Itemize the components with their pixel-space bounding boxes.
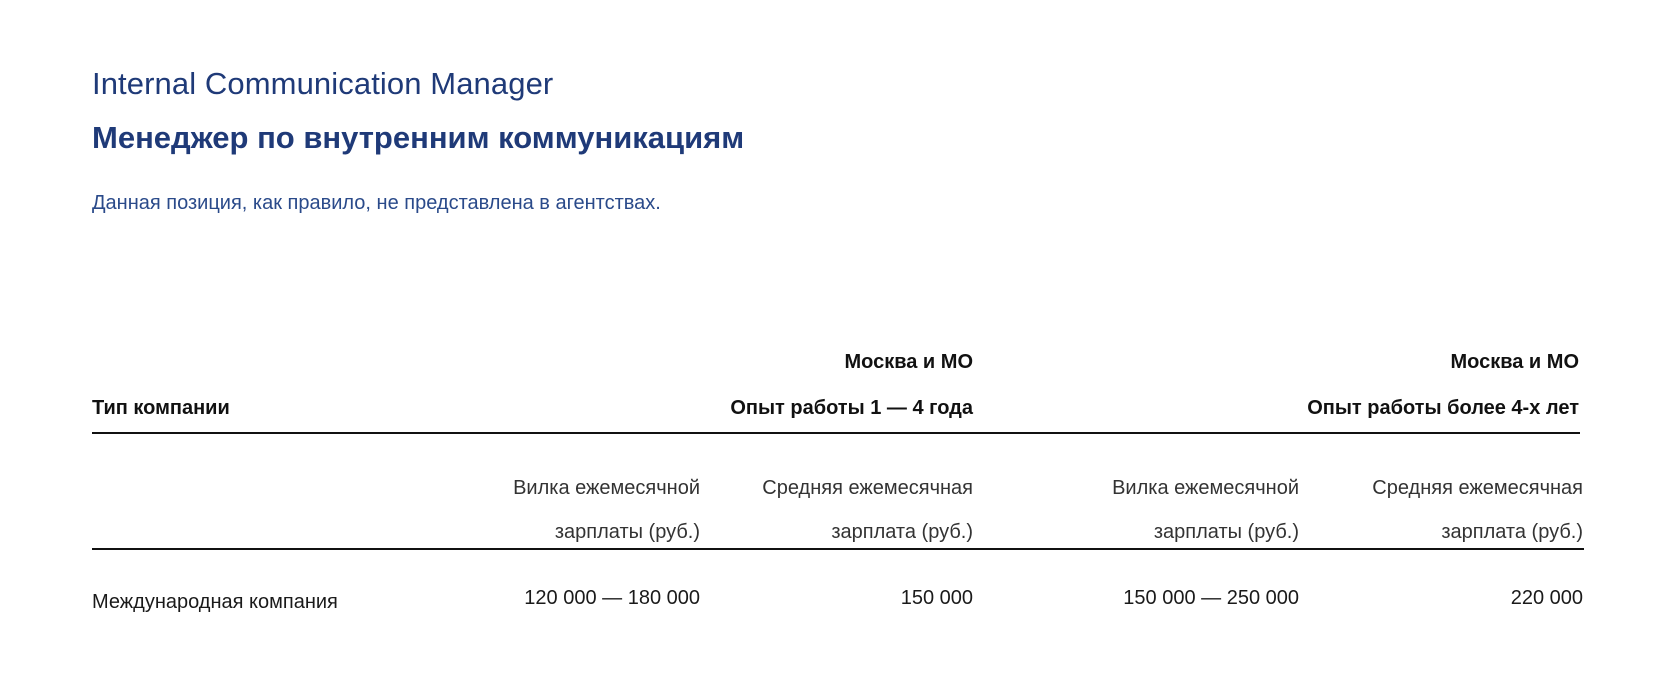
row-range-2: 150 000 — 250 000 [1123, 587, 1299, 609]
subheader-range-1-line2: зарплаты (руб.) [554, 521, 700, 543]
subheader-range-2-line2: зарплаты (руб.) [1153, 521, 1299, 543]
subheader-range-2 [1112, 466, 1299, 554]
subheader-avg-2-line2: зарплата (руб.) [1441, 521, 1583, 543]
group-1-experience: Опыт работы 1 — 4 года [730, 397, 973, 419]
row-company: Международная компания [92, 591, 338, 613]
subheader-avg-2-line1: Средняя ежемесячная [1372, 477, 1583, 499]
row-range-1: 120 000 — 180 000 [524, 587, 700, 609]
subheader-avg-1-line2: зарплата (руб.) [831, 521, 973, 543]
subheader-avg-1 [762, 466, 973, 554]
subheader-avg-2 [1372, 466, 1583, 554]
row-avg-2: 220 000 [1510, 587, 1583, 609]
group-1-region: Москва и МО [844, 351, 973, 373]
position-note: Данная позиция, как правило, не представлена в агентствах. [92, 192, 661, 214]
subheader-rule [92, 548, 1584, 550]
group-2-region: Москва и МО [1450, 351, 1579, 373]
group-2-experience: Опыт работы более 4-х лет [1307, 397, 1579, 419]
page-title-ru: Менеджер по внутренним коммуникациям [92, 120, 745, 155]
page-title-en: Internal Communication Manager [92, 66, 554, 101]
subheader-avg-1-line1: Средняя ежемесячная [762, 477, 973, 499]
subheader-range-2-line1: Вилка ежемесячной [1112, 477, 1299, 499]
subheader-range-1-line1: Вилка ежемесячной [513, 477, 700, 499]
subheader-range-1 [513, 466, 700, 554]
row-avg-1: 150 000 [900, 587, 973, 609]
company-type-header: Тип компании [92, 397, 230, 419]
header-rule [92, 432, 1580, 434]
